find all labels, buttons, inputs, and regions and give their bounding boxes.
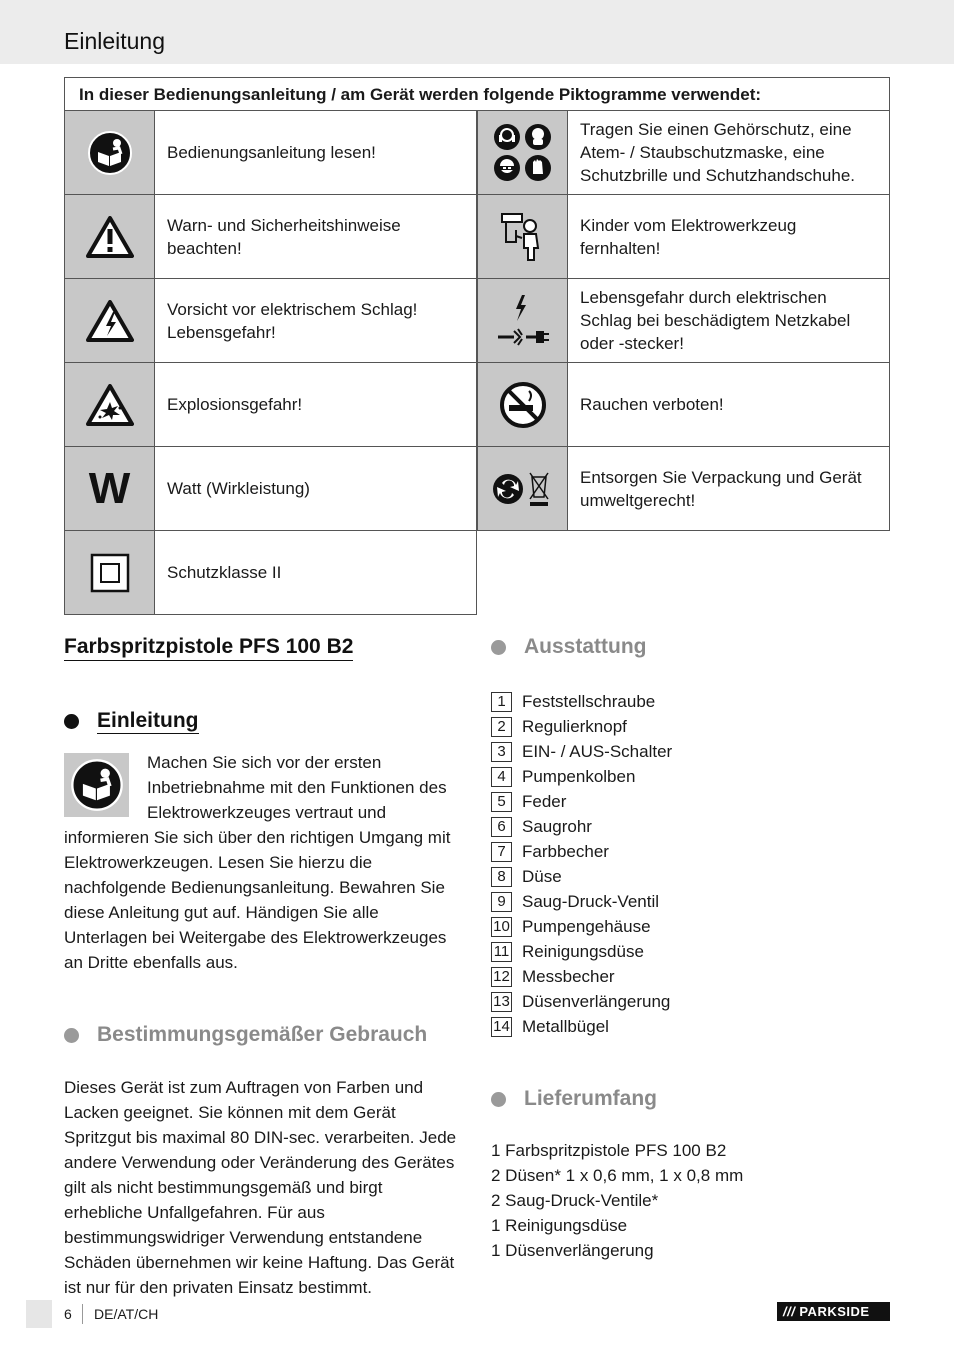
list-item: 1 Reinigungsdüse — [491, 1216, 628, 1235]
intro-paragraph — [64, 750, 464, 975]
list-item — [491, 889, 891, 914]
watt-symbol: W — [88, 463, 131, 513]
bullet-icon — [491, 640, 506, 655]
part-label: Saug-Druck-Ventil — [522, 891, 660, 911]
part-label: Pumpenkolben — [522, 766, 636, 786]
list-item: 1 Farbspritzpistole PFS 100 B2 — [491, 1141, 727, 1160]
part-number: 13 — [491, 992, 512, 1012]
pictogram-description: Bedienungsanleitung lesen! — [155, 111, 477, 195]
part-number: 9 — [491, 892, 512, 912]
list-item — [491, 714, 891, 739]
intro-heading — [64, 709, 464, 734]
part-number: 2 — [491, 717, 512, 737]
keep-children-away-icon — [477, 195, 568, 279]
damaged-cable-icon — [477, 279, 568, 363]
list-item — [491, 939, 891, 964]
left-column — [64, 632, 464, 1300]
recycling-disposal-icon — [477, 447, 568, 531]
list-item — [491, 989, 891, 1014]
part-label: Reinigungsdüse — [522, 941, 644, 961]
scope-heading-text: Lieferumfang — [524, 1087, 658, 1110]
watt-symbol-icon — [64, 447, 155, 531]
intro-text: Machen Sie sich vor der ersten Inbetriebnahme mit den Funktionen des Elektrowerkzeuges vertraut und informieren Sie sich über den richtigen Umgang mit Elektrowerkzeugen. Lesen Sie hierzu die nachfolgende Bedienungsanleitung. Bewahren Sie diese Anleitung gut auf. Händigen Sie alle Unterlagen bei Weitergabe des Elektrowerkzeuges an Dritte ebenfalls aus. — [64, 753, 451, 972]
pictogram-table-heading: In dieser Bedienungsanleitung / am Gerät werden folgende Piktogramme verwendet: — [64, 77, 890, 111]
part-label: Messbecher — [522, 966, 615, 986]
list-item — [491, 839, 891, 864]
part-number: 4 — [491, 767, 512, 787]
table-row — [64, 279, 890, 363]
pictogram-description: Lebensgefahr durch elektrischen Schlag bei beschädigtem Netzkabel oder -stecker! — [568, 279, 890, 363]
list-item: 2 Düsen* 1 x 0,6 mm, 1 x 0,8 mm — [491, 1166, 744, 1185]
list-item — [491, 689, 891, 714]
product-title: Farbspritzpistole PFS 100 B2 — [64, 635, 353, 661]
scope-list — [491, 1138, 891, 1263]
part-label: Metallbügel — [522, 1016, 609, 1036]
table-row — [64, 111, 890, 195]
page-title: Einleitung — [64, 28, 166, 54]
part-label: Farbbecher — [522, 841, 609, 861]
pictogram-description: Explosionsgefahr! — [155, 363, 477, 447]
footer-divider — [82, 1304, 83, 1324]
pictogram-description: Rauchen verboten! — [568, 363, 890, 447]
intended-use-text: Dieses Gerät ist zum Auftragen von Farben und Lacken geeignet. Sie können mit dem Gerät Spritzgut bis maximal 80 DIN-sec. verarbeiten. Jede andere Verwendung oder Veränderung des Gerätes gilt als nicht bestimmungsgemäß und birgt erhebliche Unfallgefahren. Für aus bestimmungswidriger Verwendung entstandene Schäden übernehmen wir keine Haftung. Das Gerät ist nur für den privaten Einsatz bestimmt. — [64, 1078, 457, 1297]
empty-cell — [477, 531, 890, 615]
part-label: Düsenverlängerung — [522, 991, 671, 1011]
read-manual-icon — [64, 111, 155, 195]
list-item — [491, 964, 891, 989]
logo-stripes: /// — [783, 1304, 796, 1319]
part-label: Düse — [522, 866, 562, 886]
part-number: 11 — [491, 942, 512, 962]
table-row — [64, 447, 890, 531]
equipment-heading-text: Ausstattung — [524, 635, 647, 658]
pictogram-table — [64, 77, 890, 615]
bullet-icon — [64, 714, 79, 729]
list-item — [491, 1014, 891, 1039]
part-number: 12 — [491, 967, 512, 987]
equipment-heading — [491, 635, 891, 659]
part-label: EIN- / AUS-Schalter — [522, 741, 673, 761]
part-label: Regulierknopf — [522, 716, 627, 736]
list-item — [491, 814, 891, 839]
bullet-icon — [64, 1028, 79, 1043]
footer-locale: DE/AT/CH — [94, 1306, 159, 1322]
table-row — [64, 531, 890, 615]
pictogram-description: Tragen Sie einen Gehörschutz, eine Atem- / Staubschutzmaske, eine Schutzbrille und Schutzhandschuhe. — [568, 111, 890, 195]
part-number: 6 — [491, 817, 512, 837]
electric-shock-icon — [64, 279, 155, 363]
intro-heading-text: Einleitung — [97, 709, 199, 732]
part-label: Feder — [522, 791, 567, 811]
part-number: 10 — [491, 917, 512, 937]
no-smoking-icon — [477, 363, 568, 447]
page-number: 6 — [64, 1306, 72, 1322]
bullet-icon — [491, 1092, 506, 1107]
list-item — [491, 764, 891, 789]
logo-text: PARKSIDE — [799, 1304, 870, 1319]
list-item: 1 Düsenverlängerung — [491, 1241, 654, 1260]
table-row — [64, 363, 890, 447]
list-item — [491, 789, 891, 814]
part-number: 1 — [491, 692, 512, 712]
warning-triangle-icon — [64, 195, 155, 279]
intended-use-heading — [64, 1023, 464, 1047]
table-row — [64, 195, 890, 279]
intended-use-heading-text: Bestimmungsgemäßer Gebrauch — [97, 1023, 428, 1046]
list-item — [491, 914, 891, 939]
part-label: Feststellschraube — [522, 691, 656, 711]
scope-heading — [491, 1087, 891, 1111]
right-column — [491, 632, 891, 1263]
part-number: 8 — [491, 867, 512, 887]
pictogram-description: Kinder vom Elektrowerkzeug fernhalten! — [568, 195, 890, 279]
list-item — [491, 864, 891, 889]
pictogram-description: Schutzklasse II — [155, 531, 477, 615]
parkside-logo — [777, 1302, 890, 1321]
part-number: 14 — [491, 1017, 512, 1037]
protection-class-ii-icon — [64, 531, 155, 615]
pictogram-description: Warn- und Sicherheitshinweise beachten! — [155, 195, 477, 279]
pictogram-description: Watt (Wirkleistung) — [155, 447, 477, 531]
footer-marker — [26, 1300, 52, 1328]
part-label: Pumpengehäuse — [522, 916, 651, 936]
read-manual-icon — [64, 753, 129, 817]
pictogram-description: Vorsicht vor elektrischem Schlag! Lebensgefahr! — [155, 279, 477, 363]
part-label: Saugrohr — [522, 816, 592, 836]
part-number: 7 — [491, 842, 512, 862]
explosion-hazard-icon — [64, 363, 155, 447]
part-number: 3 — [491, 742, 512, 762]
pictogram-description: Entsorgen Sie Verpackung und Gerät umweltgerecht! — [568, 447, 890, 531]
list-item: 2 Saug-Druck-Ventile* — [491, 1191, 659, 1210]
list-item — [491, 739, 891, 764]
equipment-list — [491, 689, 891, 1039]
protective-equipment-icon — [477, 111, 568, 195]
part-number: 5 — [491, 792, 512, 812]
